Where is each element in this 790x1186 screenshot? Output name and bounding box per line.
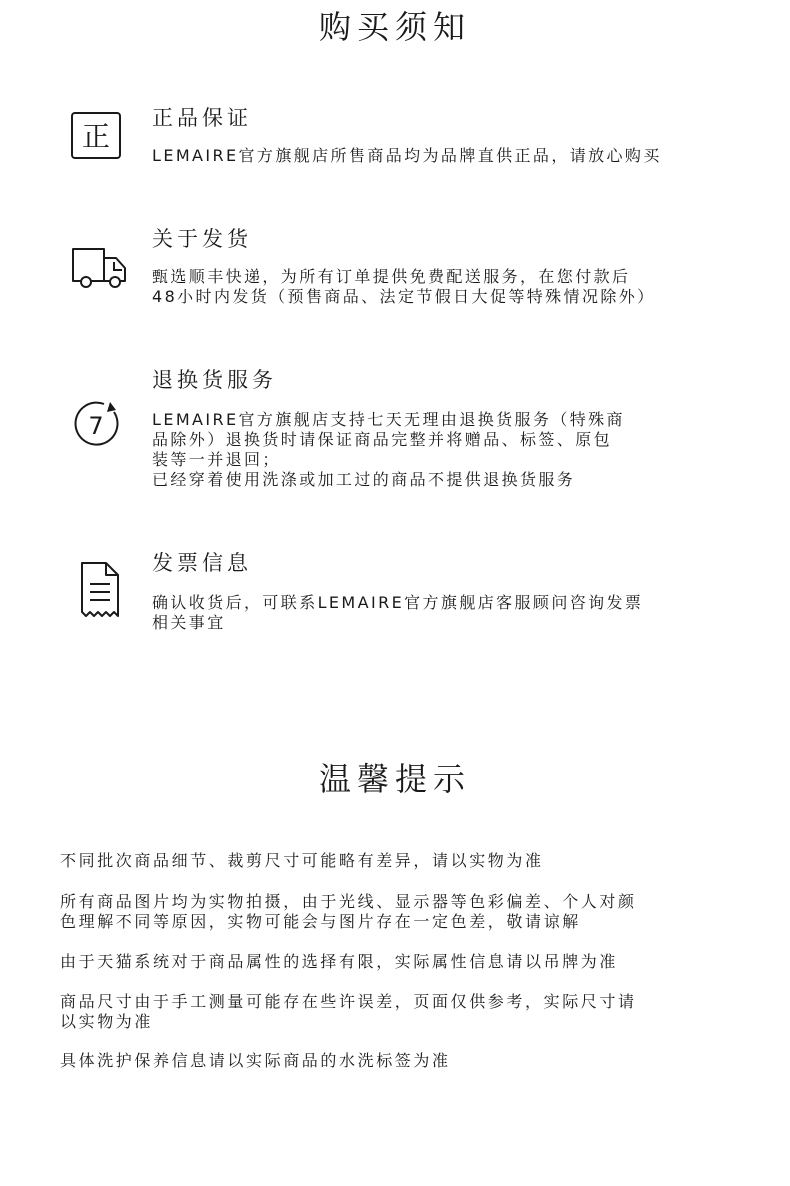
shipping-heading: 关于发货 bbox=[152, 227, 252, 251]
tip-item: 商品尺寸由于手工测量可能存在些许误差，页面仅供参考，实际尺寸请 以实物为准 bbox=[60, 992, 637, 1031]
invoice-icon bbox=[76, 560, 124, 626]
returns-body: LEMAIRE官方旗舰店支持七天无理由退换货服务（特殊商 品除外）退换货时请保证商品完整并将赠品、标签、原包 装等一并退回； 已经穿着使用洗涤或加工过的商品不提供退换货服务 bbox=[152, 410, 625, 489]
invoice-heading: 发票信息 bbox=[152, 551, 252, 575]
shipping-body: 甄选顺丰快递，为所有订单提供免费配送服务，在您付款后 48小时内发货（预售商品、法定节假日大促等特殊情况除外） bbox=[152, 267, 656, 306]
tip-item: 由于天猫系统对于商品属性的选择有限，实际属性信息请以吊牌为准 bbox=[60, 952, 619, 971]
warm-tips-title: 温馨提示 bbox=[318, 760, 471, 798]
svg-text:正: 正 bbox=[81, 120, 111, 153]
authentic-icon bbox=[70, 112, 122, 164]
tip-item: 所有商品图片均为实物拍摄，由于光线、显示器等色彩偏差、个人对颜 色理解不同等原因，实物可能会与图片存在一定色差，敬请谅解 bbox=[60, 892, 637, 931]
tip-item: 具体洗护保养信息请以实际商品的水洗标签为准 bbox=[60, 1051, 451, 1070]
tip-item: 不同批次商品细节、裁剪尺寸可能略有差异，请以实物为准 bbox=[60, 851, 544, 870]
seven-day-return-icon bbox=[70, 400, 124, 454]
invoice-body: 确认收货后，可联系LEMAIRE官方旗舰店客服顾问咨询发票 相关事宜 bbox=[152, 593, 644, 632]
authentic-body: LEMAIRE官方旗舰店所售商品均为品牌直供正品，请放心购买 bbox=[152, 146, 662, 165]
returns-heading: 退换货服务 bbox=[152, 368, 277, 392]
authentic-heading: 正品保证 bbox=[152, 106, 252, 130]
svg-text:7: 7 bbox=[88, 412, 104, 440]
delivery-truck-icon bbox=[70, 243, 128, 293]
purchase-notice-title: 购买须知 bbox=[318, 8, 471, 46]
